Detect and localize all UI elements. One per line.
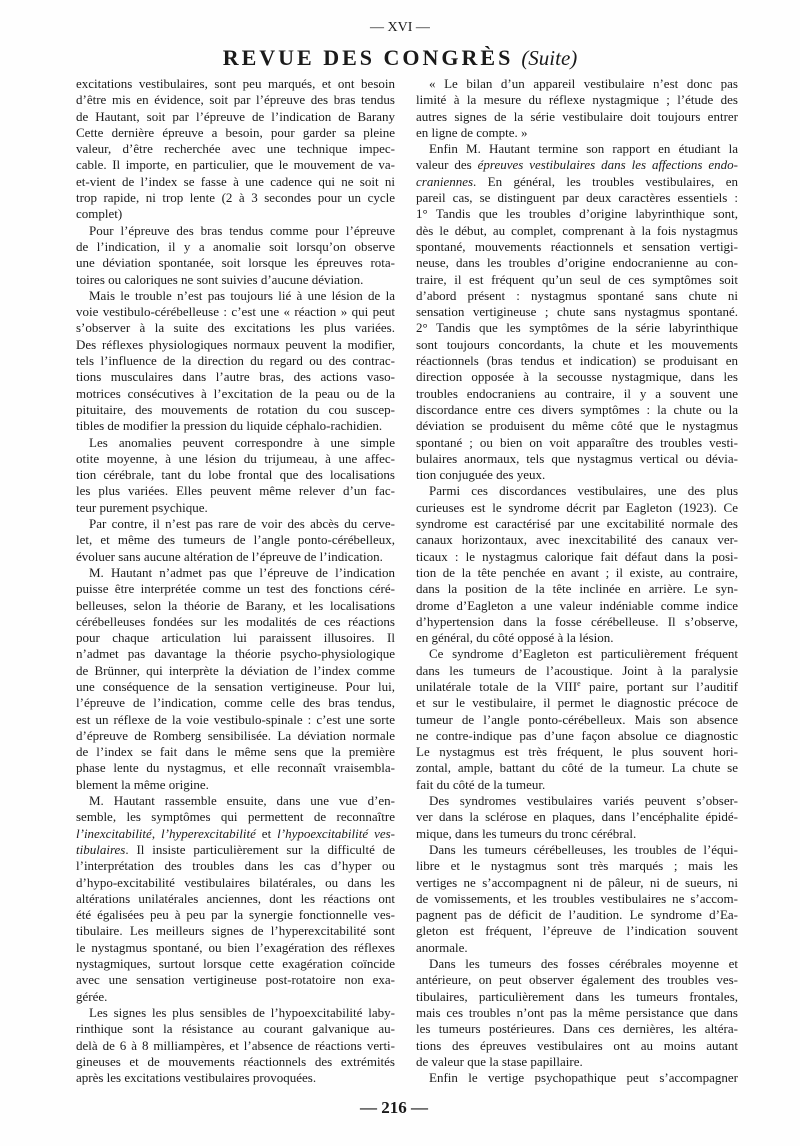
text-line: tels l’influence de la direction du regard ou des contrac- [76, 353, 395, 369]
text-line: gérée. [76, 988, 108, 1004]
text-line: Dans les tumeurs cérébelleuses, les troubles de l’équi- [429, 841, 738, 857]
text-line: cable. Il importe, en particulier, que le mouvement de va- [76, 157, 395, 173]
paragraph [416, 646, 738, 793]
paragraph [76, 1005, 395, 1086]
text-line: puisse être interprétée comme un test des fonctions céré- [76, 581, 395, 597]
text-run: . Il insiste particulièrement sur la difficulté de [125, 841, 395, 857]
text-line: ticaux : le nystagmus calorique fait défaut dans la posi- [416, 548, 738, 564]
superscript-text: e [577, 678, 581, 688]
italic-text: l’hypoexcitabilité ves- [277, 825, 395, 841]
text-line: let, et même des tumeurs de l’angle ponto-cérébelleux, [76, 532, 395, 548]
text-line: l’épreuve de l’indication, comme celle des bras tendus, [76, 695, 395, 711]
text-line: déviation se produisent du même côté que le nystagmus [416, 418, 738, 434]
text-line: otite moyenne, à une lésion du trijumeau, à une affec- [76, 450, 395, 466]
text-line: n’admet pas davantage la théorie psycho-physiologique [76, 646, 395, 662]
text-line: avec une sensation vertigineuse post-rotatoire non exa- [76, 972, 395, 988]
italic-text: craniennes [416, 173, 474, 189]
text-line: tion conjuguée des yeux. [416, 467, 546, 483]
text-line: rinthique sont la résistance au courant galvanique au- [76, 1021, 395, 1037]
text-line [76, 826, 395, 842]
text-line: les plus variées. Elles peuvent même relever d’un fac- [76, 483, 395, 499]
text-line: sont toujours concordants, la chute et les mouvements [416, 336, 738, 352]
paragraph [76, 288, 395, 435]
text-line: trop rapide, ni trop lente (2 à 3 secondes pour un cycle [76, 190, 395, 206]
text-run: , [151, 825, 162, 841]
paragraph [76, 516, 395, 565]
text-line [416, 157, 738, 173]
text-line: de Hautant, soit par l’épreuve de l’indication de Barany [76, 108, 395, 124]
text-line: gineuses et de mouvements réactionnels des extrémités [76, 1053, 395, 1069]
text-line: tions des épreuves vestibulaires ont au moins autant [416, 1037, 738, 1053]
text-line: Ce syndrome d’Eagleton est particulièrement fréquent [429, 646, 738, 662]
text-line: après les excitations vestibulaires provoquées. [76, 1070, 317, 1086]
text-line: delà de 6 à 8 milliampères, et l’absence de réactions verti- [76, 1037, 395, 1053]
text-line: l’interprétation des troubles dans les cas d’hyper ou [76, 858, 395, 874]
text-line: 1° Tandis que les troubles d’origine labyrinthique sont, [416, 206, 738, 222]
text-line: ne contre-indique pas d’une façon absolue ce diagnostic [416, 727, 738, 743]
text-line: toires ou caloriques ne sont suivies d’aucune déviation. [76, 271, 364, 287]
text-line: libre et le nystagmus sont très marqués ; mais les [416, 858, 738, 874]
text-line: dans les tumeurs de l’acoustique. Joint à la paralysie [416, 662, 738, 678]
text-line [416, 174, 738, 190]
text-line: une déviation spontanée, soit lorsque les épreuves rota- [76, 255, 395, 271]
paragraph [416, 956, 738, 1070]
text-line: « Le bilan d’un appareil vestibulaire n’est donc pas [429, 76, 738, 91]
text-line: pagnent pas de déficit de l’audition. Le syndrome d’Ea- [416, 907, 738, 923]
text-line: valeur, d’être recherchée avec une technique impec- [76, 141, 395, 157]
title-suffix: (Suite) [521, 46, 578, 70]
text-line: anormale. [416, 939, 468, 955]
page-number: — 216 — [360, 1098, 428, 1117]
text-line: motrices consécutives à l’excitation de la peau ou de la [76, 385, 395, 401]
text-line: canaux horizontaux, avec inexcitabilité des canaux ver- [416, 532, 738, 548]
text-line: Des syndromes vestibulaires variés peuvent s’obser- [429, 793, 738, 809]
text-line: d’être mis en évidence, soit par l’épreuve des bras tendus [76, 92, 395, 108]
text-line: belleuses, selon la théorie de Barany, et les localisations [76, 597, 395, 613]
paragraph [416, 793, 738, 842]
text-line: d’hypo-excitabilité vestibulaires bilatérales, ou dans les [76, 874, 395, 890]
italic-text: tibulaires [76, 841, 126, 857]
text-line: Par contre, il n’est pas rare de voir des abcès du cerve- [89, 516, 395, 532]
text-line: mais ces troubles n’ont pas la même persistance que dans [416, 1004, 738, 1020]
text-line: neuse, dans les troubles d’origine endocranienne au con- [416, 255, 738, 271]
text-line: d’épreuve de Romberg sensibilisée. La déviation normale [76, 727, 395, 743]
text-line: évoluer sans aucune altération de l’épreuve de l’indication. [76, 548, 383, 564]
text-line: pituitaire, des mouvements de rotation du cou suscep- [76, 401, 395, 417]
text-line: tions musculaires dans l’autre bras, des actions vaso- [76, 369, 395, 385]
paragraph [416, 76, 738, 141]
text-line: réactionnels (bras tendus et indication) se produisant en [416, 353, 738, 369]
text-line: d’hypertension dans la fosse cérébelleuse. Il s’observe, [416, 613, 738, 629]
title-main: REVUE DES CONGRÈS [222, 45, 514, 70]
text-line: direction opposée à la secousse nystagmique, dans les [416, 369, 738, 385]
text-line: curieuses est le syndrome décrit par Eagleton (1923). Ce [416, 499, 738, 515]
text-line: traire, il est fréquent qu’un seul de ces symptômes soit [416, 271, 738, 287]
text-line: troubles endocraniens au contraire, il y a souvent une [416, 385, 738, 401]
italic-text: l’inexcitabilité [76, 825, 152, 841]
text-run: . En général, les troubles vestibulaires, en [473, 173, 738, 189]
text-line: les tumeurs postérieures. Dans ces dernières, les altéra- [416, 1021, 738, 1037]
page-roman-numeral: — XVI — [370, 20, 430, 35]
text-line: mique, dans les tumeurs du tronc cérébral. [416, 825, 637, 841]
paragraph [416, 483, 738, 646]
text-run: valeur des [416, 157, 478, 173]
text-line: Dans les tumeurs des fosses cérébrales moyenne et [429, 956, 738, 972]
text-line: teur purement psychique. [76, 499, 208, 515]
text-line: antérieure, on peut observer également des troubles ves- [416, 972, 738, 988]
text-run: et [255, 825, 278, 841]
text-line: été égalisées peu à peu par la synergie fonctionnelle ves- [76, 907, 395, 923]
text-line: Mais le trouble n’est pas toujours lié à une lésion de la [89, 287, 395, 303]
page-title [0, 44, 800, 75]
text-line: sensation vertigineuse ; chute sans nystagmus spontané. [416, 304, 738, 320]
text-line: bulaires anormaux, tels que nystagmus vertical ou dévia- [416, 450, 738, 466]
text-line: ver dans la sclérose en plaques, dans l’encéphalite épidé- [416, 809, 738, 825]
text-line: en ligne de compte. » [416, 124, 528, 140]
italic-text: l’hyperexcitabilité [161, 825, 256, 841]
text-line: M. Hautant n’admet pas que l’épreuve de l’indication [89, 564, 395, 580]
text-line: spontané ; ou bien on voit apparaître des troubles vesti- [416, 434, 738, 450]
paragraph [76, 76, 395, 223]
text-line: tibulaires, particulièrement dans les tumeurs frontales, [416, 988, 738, 1004]
text-line: nystagmiques, surtout lorsque cette exagération coïncide [76, 956, 395, 972]
text-line: spontané, mouvements réactionnels et sensation vertigi- [416, 238, 738, 254]
paragraph [76, 223, 395, 288]
text-line: autres signes de la série vestibulaire doit toujours entrer [416, 108, 738, 124]
text-line: complet) [76, 206, 123, 222]
text-line: semble, les symptômes qui permettent de reconnaître [76, 809, 395, 825]
text-line: blement la même origine. [76, 776, 209, 792]
text-line: voie vestibulo-cérébelleuse : c’est une « réaction » qui peut [76, 304, 395, 320]
text-line: le nystagmus spontané, ou bien l’exagération des réflexes [76, 939, 395, 955]
text-line: Le nystagmus est très fréquent, le plus souvent hori- [416, 744, 738, 760]
italic-text: épreuves vestibulaires dans les affections endo- [477, 157, 738, 173]
text-line: pour chaque articulation lui paraissent illusoires. Il [76, 630, 395, 646]
text-line: cérébelleuses fondées sur les modalités de ces réactions [76, 613, 395, 629]
text-line: de Brünner, qui interprète la déviation de l’index comme [76, 662, 395, 678]
text-line: Parmi ces discordances vestibulaires, une des plus [429, 483, 738, 499]
text-line: de valeur que la stase papillaire. [416, 1053, 583, 1069]
text-line: zontal, ample, battant du côté de la tumeur. La chute se [416, 760, 738, 776]
text-run: unilatérale totale de la VIII [416, 678, 578, 694]
text-line: Enfin M. Hautant termine son rapport en étudiant la [429, 141, 738, 157]
text-line: M. Hautant rassemble ensuite, dans une vue d’en- [89, 793, 395, 809]
text-line: Des réflexes physiologiques normaux peuvent la modifier, [76, 336, 395, 352]
text-line: tumeur de l’angle ponto-cérébelleux. Mais son absence [416, 711, 738, 727]
paragraph [76, 435, 395, 516]
text-line: syndrome est caractérisé par une excitabilité normale des [416, 516, 738, 532]
text-line: pareil cas, se distinguent par deux caractères essentiels : [416, 190, 738, 206]
text-line: Enfin le vertige psychopathique peut s’accompagner [429, 1070, 738, 1086]
text-line: 2° Tandis que les symptômes de la série labyrinthique [416, 320, 738, 336]
text-line: drome d’Eagleton a une valeur indéniable comme indice [416, 597, 738, 613]
paragraph [76, 793, 395, 1005]
text-line: et sur le vestibulaire, il permet le diagnostic précoce de [416, 695, 738, 711]
text-line [76, 842, 395, 858]
text-line: excitations vestibulaires, sont peu marqués, et ont besoin [76, 76, 395, 91]
text-line: dès le début, au complet, comprenant à la fois nystagmus [416, 222, 738, 238]
text-line: limité à la mesure du réflexe nystagmique ; l’étude des [416, 92, 738, 108]
text-line: tion cérébrale, tant du lobe frontal que des localisations [76, 467, 395, 483]
text-line: fait du côté de la tumeur. [416, 776, 546, 792]
text-line: tibles de modifier la pression du liquide céphalo-rachidien. [76, 418, 383, 434]
text-line: de l’index se fait dans le même sens que la première [76, 744, 395, 760]
text-line: une conséquence de la sensation vertigineuse. Pour lui, [76, 678, 395, 694]
text-line: Pour l’épreuve des bras tendus comme pour l’épreuve [89, 222, 395, 238]
text-run: paire, portant sur l’auditif [580, 678, 738, 694]
text-line: dans la position de la tête inclinée en arrière. Le syn- [416, 581, 738, 597]
text-line: Les signes les plus sensibles de l’hypoexcitabilité laby- [89, 1004, 395, 1020]
left-column [76, 76, 395, 1086]
text-line [416, 679, 738, 695]
text-line: s’observer à la suite des excitations les plus variées. [76, 320, 395, 336]
text-line: vertiges ne s’accompagnent ni de pâleur, ni de sueurs, ni [416, 874, 738, 890]
right-column [416, 76, 738, 1086]
text-line: de l’indication, il y a anomalie soit lorsqu’on observe [76, 238, 395, 254]
paragraph [416, 842, 738, 956]
text-line: phase lente du nystagmus, et elle reconnaît vraisembla- [76, 760, 395, 776]
text-line: tion de la tête penchée en avant ; il existe, au contraire, [416, 564, 738, 580]
text-line: Les anomalies peuvent correspondre à une simple [89, 434, 395, 450]
text-line: et-vient de l’index se fasse à une cadence qui ne soit ni [76, 173, 395, 189]
text-line: Cette dernière épreuve a besoin, pour garder sa pleine [76, 124, 395, 140]
paragraph [416, 1070, 738, 1086]
text-line: tibulaire. Les meilleurs signes de l’hyperexcitabilité sont [76, 923, 395, 939]
text-line: discordance entre ces divers symptômes : la chute ou la [416, 401, 738, 417]
paragraph [76, 565, 395, 793]
text-line: en général, du côté opposé à la lésion. [416, 630, 614, 646]
text-line: altérations unilatérales anciennes, dont les réactions ont [76, 890, 395, 906]
text-line: est un réflexe de la voie vestibulo-spinale : c’est une sorte [76, 711, 395, 727]
text-line: gleton est fréquent, l’épreuve de l’indication souvent [416, 923, 738, 939]
paragraph [416, 141, 738, 483]
text-line: de vomissements, et les troubles vestibulaires ne s’accom- [416, 890, 738, 906]
text-line: d’abord présent : nystagmus spontané sans chute ni [416, 287, 738, 303]
